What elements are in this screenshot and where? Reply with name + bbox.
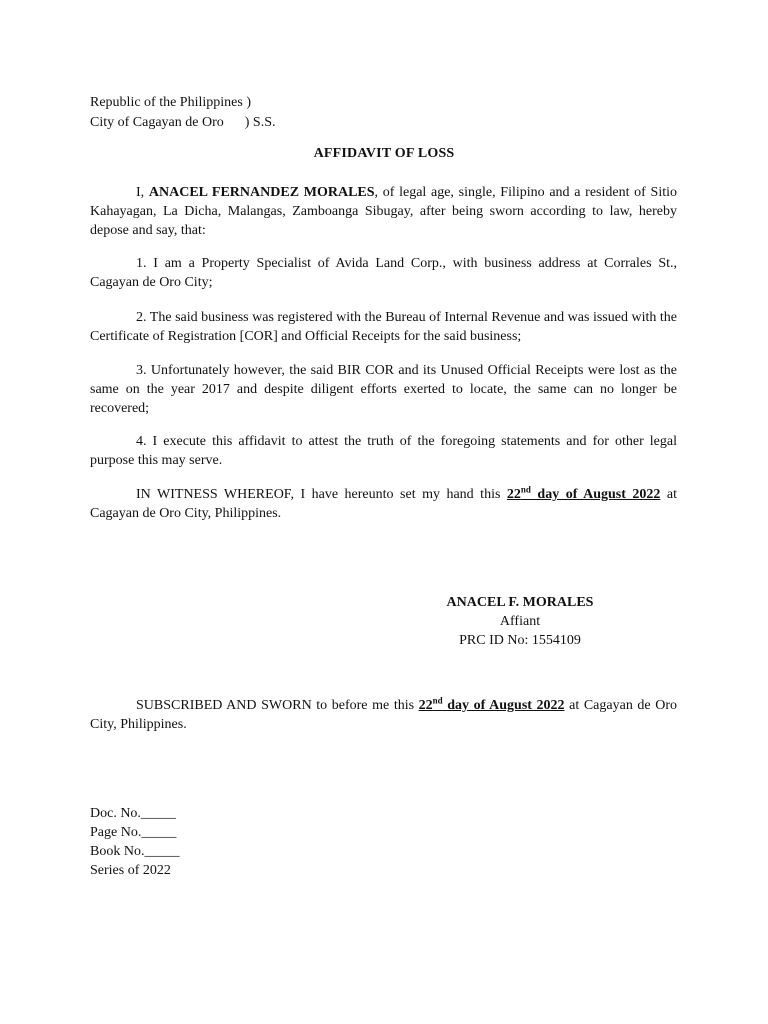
venue-line-republic: Republic of the Philippines )	[90, 95, 251, 110]
signature-block	[400, 593, 640, 650]
jurat-prefix: SUBSCRIBED AND SWORN to before me this	[136, 698, 419, 713]
statement-1: 1. I am a Property Specialist of Avida Land Corp., with business address at Corrales St., Cagayan de Oro City;	[90, 256, 677, 290]
jurat-day-suffix: nd	[432, 695, 443, 706]
statement-2: 2. The said business was registered with the Bureau of Internal Revenue and was issued with the Certificate of Registration [COR] and Official Receipts for the said business;	[90, 310, 677, 344]
statement-3: 3. Unfortunately however, the said BIR COR and its Unused Official Receipts were lost as the same on the year 2017 and despite diligent efforts exerted to locate, the same can no longer be recovered;	[90, 363, 677, 416]
witness-date	[506, 484, 661, 502]
witness-day-suffix: nd	[520, 484, 531, 495]
prc-id: PRC ID No: 1554109	[459, 633, 581, 648]
series: Series of 2022	[90, 863, 171, 878]
notarial-register-block	[90, 804, 179, 880]
intro-prefix: I,	[136, 185, 149, 200]
affiant-name: ANACEL F. MORALES	[446, 595, 594, 610]
document-title: AFFIDAVIT OF LOSS	[313, 146, 455, 161]
jurat-paragraph	[90, 696, 677, 734]
affiant-full-name: ANACEL FERNANDEZ MORALES	[148, 185, 375, 200]
jurat-date	[418, 695, 565, 713]
venue-line-city: City of Cagayan de Oro ) S.S.	[90, 115, 276, 130]
witness-prefix: IN WITNESS WHEREOF, I have hereunto set my hand this	[136, 487, 507, 502]
witness-day-number: 22	[506, 487, 521, 502]
statement-4: 4. I execute this affidavit to attest the truth of the foregoing statements and for other legal purpose this may serve.	[90, 434, 677, 468]
venue-block	[90, 93, 275, 133]
affiant-label: Affiant	[499, 614, 541, 629]
intro-paragraph	[90, 183, 677, 240]
book-no: Book No._____	[90, 844, 180, 859]
witness-date-rest: day of August 2022	[530, 487, 661, 502]
jurat-suffix: at Cagayan de Oro City, Philippines.	[90, 698, 678, 732]
witness-paragraph	[90, 485, 677, 523]
intro-rest: , of legal age, single, Filipino and a resident of Sitio Kahayagan, La Dicha, Malangas, Zamboanga Sibugay, after being sworn according to law, hereby depose and say, that:	[90, 185, 677, 238]
jurat-date-rest: day of August 2022	[442, 698, 565, 713]
witness-suffix: at Cagayan de Oro City, Philippines.	[90, 487, 678, 521]
jurat-day-number: 22	[418, 698, 433, 713]
page-no: Page No._____	[90, 825, 177, 840]
doc-no: Doc. No._____	[90, 806, 176, 821]
